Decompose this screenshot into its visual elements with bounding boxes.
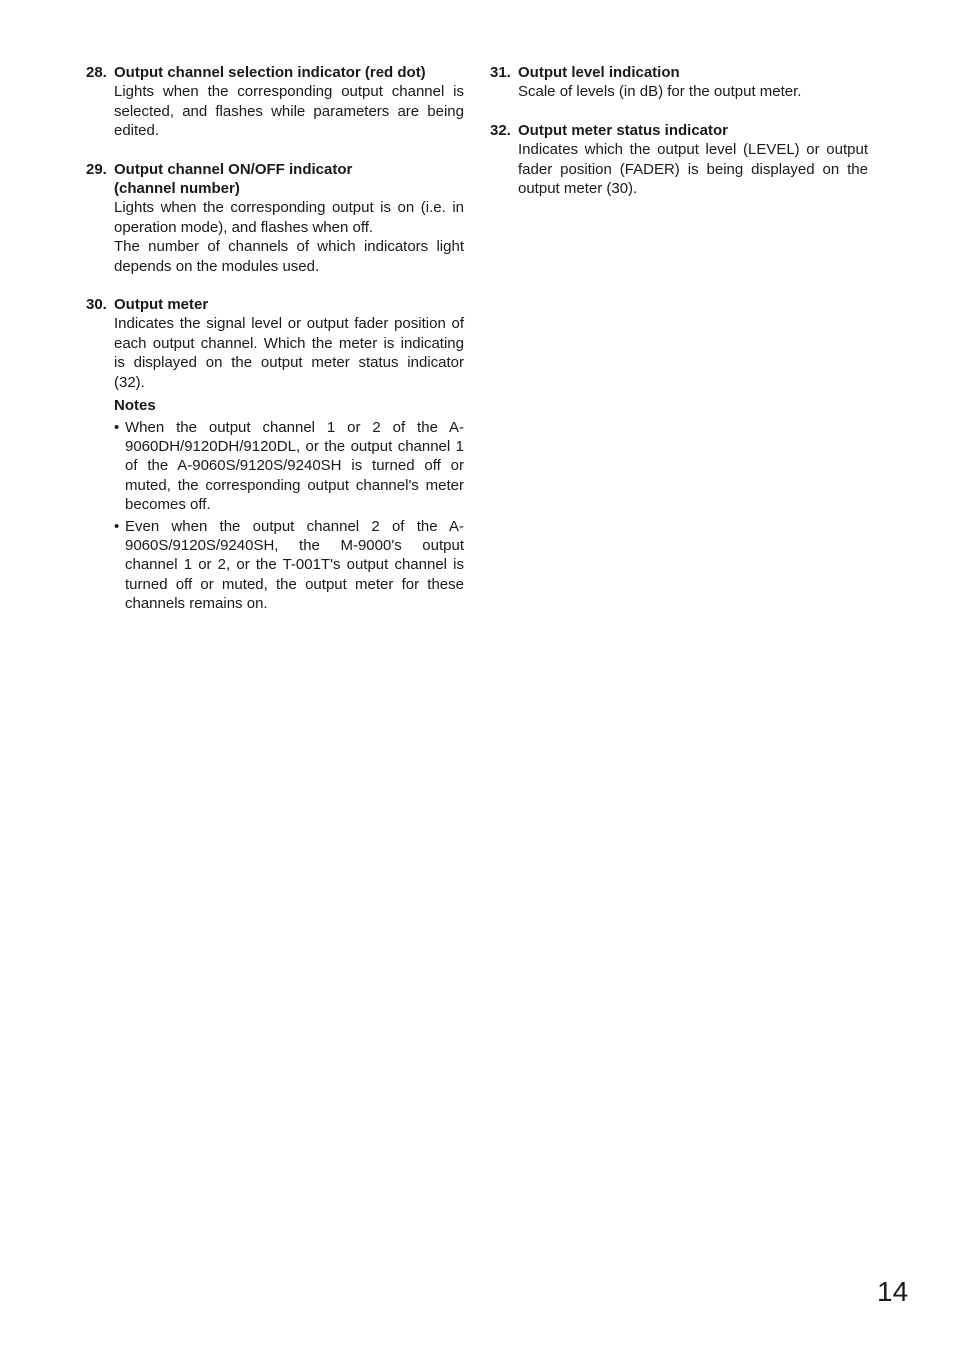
section-title-line-2: (channel number) (114, 180, 240, 198)
note-item (114, 418, 464, 515)
note-item (114, 517, 464, 614)
bullet-icon: • (114, 517, 120, 535)
paragraph: The number of channels of which indicators light depends on the modules used. (114, 238, 464, 275)
section-number: 30. (86, 296, 107, 314)
section-body (518, 82, 868, 101)
section-heading (86, 160, 464, 199)
section-body (114, 314, 464, 392)
note-text: Even when the output channel 2 of the A-9060S/9120S/9240SH, the M-9000's output channel 1 or 2, or the T-001T's output channel is turned off or muted, the output meter for these channels remains on. (125, 517, 464, 613)
section-heading (490, 121, 868, 140)
paragraph: Scale of levels (in dB) for the output meter. (518, 83, 802, 101)
section-32 (490, 121, 868, 199)
paragraph: Indicates the signal level or output fader position of each output channel. Which the meter is indicating is displayed on the output meter status indicator (32). (114, 315, 464, 391)
section-31 (490, 63, 868, 102)
page-number: 14 (877, 1276, 909, 1307)
section-number: 31. (490, 64, 511, 81)
notes-list (114, 418, 464, 614)
section-title: Output meter status indicator (518, 121, 729, 139)
note-text: When the output channel 1 or 2 of the A-9060DH/9120DH/9120DL, or the output channel 1 of the A-9060S/9120S/9240SH is turned off or muted, the corresponding output channel's meter becomes off. (125, 418, 464, 514)
section-title: Output meter (114, 296, 209, 314)
section-28 (86, 63, 464, 141)
section-heading (86, 63, 464, 82)
right-column (490, 63, 868, 217)
section-body (114, 82, 464, 140)
paragraph: Indicates which the output level (LEVEL) or output fader position (FADER) is being displayed on the output meter (30). (518, 141, 868, 198)
section-heading (86, 295, 464, 314)
paragraph: Lights when the corresponding output is on (i.e. in operation mode), and flashes when off. (114, 199, 464, 236)
left-column (86, 63, 464, 633)
section-29 (86, 160, 464, 276)
section-number: 32. (490, 121, 511, 139)
section-heading (490, 63, 868, 82)
notes-heading: Notes (114, 397, 156, 415)
bullet-icon: • (114, 418, 120, 436)
section-number: 28. (86, 64, 107, 81)
section-body (518, 140, 868, 198)
paragraph: Lights when the corresponding output channel is selected, and flashes while parameters are being edited. (114, 83, 464, 140)
section-title: Output channel ON/OFF indicator (114, 160, 353, 178)
section-title: Output channel selection indicator (red dot) (114, 64, 426, 81)
section-number: 29. (86, 160, 107, 178)
section-body (114, 198, 464, 276)
section-title: Output level indication (518, 64, 680, 81)
section-30 (86, 295, 464, 614)
